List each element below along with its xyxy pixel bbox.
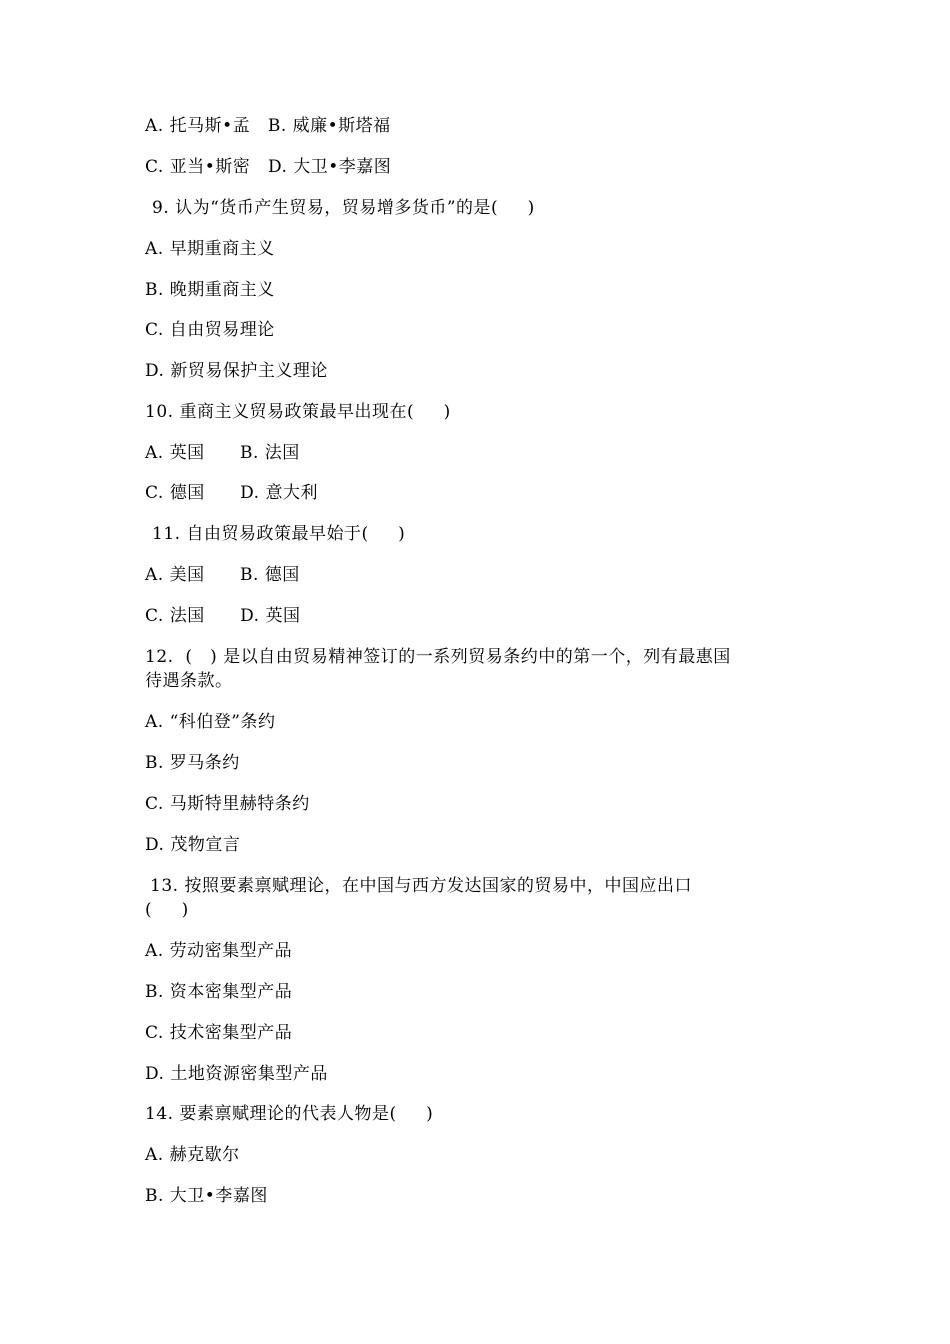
q13-option-a: A. 劳动密集型产品 xyxy=(145,941,293,961)
q12-option-c: C. 马斯特里赫特条约 xyxy=(145,794,310,814)
q9-option-b: B. 晚期重商主义 xyxy=(145,280,275,300)
q12-stem-line1: 12. ( ) 是以自由贸易精神签订的一系列贸易条约中的第一个，列有最惠国 xyxy=(145,647,731,667)
q12-option-d: D. 茂物宣言 xyxy=(145,835,241,855)
q14-option-a: A. 赫克歇尔 xyxy=(145,1145,240,1165)
q13-stem-line1: 13. 按照要素禀赋理论，在中国与西方发达国家的贸易中，中国应出口 xyxy=(150,876,692,896)
q13-stem-line2: ( ) xyxy=(145,900,189,920)
q12-stem-line2: 待遇条款。 xyxy=(145,671,233,691)
q14-stem: 14. 要素禀赋理论的代表人物是( ) xyxy=(145,1104,434,1124)
q10-options-cd: C. 德国 D. 意大利 xyxy=(145,483,318,503)
q13-option-b: B. 资本密集型产品 xyxy=(145,982,293,1002)
q13-option-c: C. 技术密集型产品 xyxy=(145,1023,293,1043)
q9-stem: 9. 认为“货币产生贸易，贸易增多货币”的是( ) xyxy=(152,198,535,218)
q9-option-d: D. 新贸易保护主义理论 xyxy=(145,361,328,381)
q9-option-c: C. 自由贸易理论 xyxy=(145,320,275,340)
q11-options-ab: A. 美国 B. 德国 xyxy=(145,565,300,585)
q10-stem: 10. 重商主义贸易政策最早出现在( ) xyxy=(145,402,451,422)
q11-stem: 11. 自由贸易政策最早始于( ) xyxy=(152,524,406,544)
q14-option-b: B. 大卫•李嘉图 xyxy=(145,1186,268,1206)
q8-options-ab: A. 托马斯•孟 B. 威廉•斯塔福 xyxy=(145,116,391,136)
q13-option-d: D. 土地资源密集型产品 xyxy=(145,1064,328,1084)
q12-option-b: B. 罗马条约 xyxy=(145,753,240,773)
q10-options-ab: A. 英国 B. 法国 xyxy=(145,443,300,463)
q9-option-a: A. 早期重商主义 xyxy=(145,239,275,259)
q12-option-a: A. “科伯登”条约 xyxy=(145,712,276,732)
q8-options-cd: C. 亚当•斯密 D. 大卫•李嘉图 xyxy=(145,157,392,177)
q11-options-cd: C. 法国 D. 英国 xyxy=(145,606,301,626)
